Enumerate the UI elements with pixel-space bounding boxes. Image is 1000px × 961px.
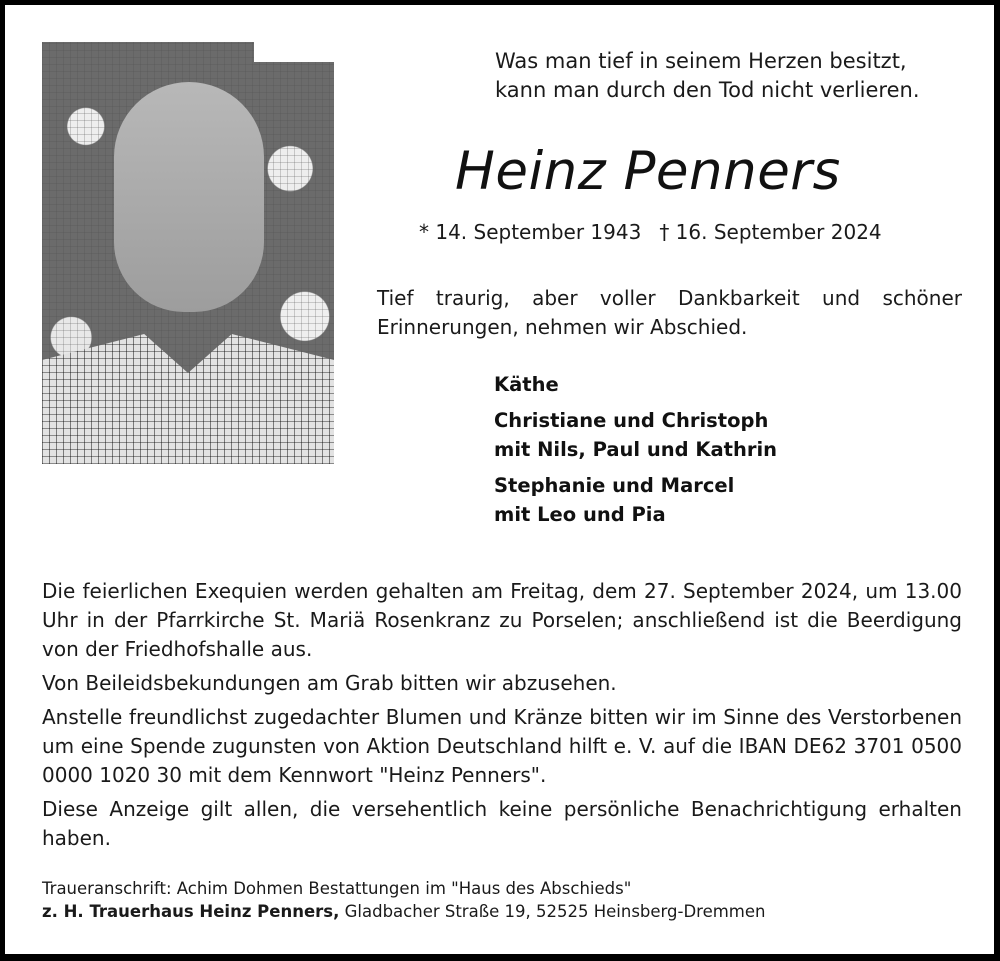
family-line: mit Leo und Pia <box>494 503 666 526</box>
quote-line-2: kann man durch den Tod nicht verlieren. <box>495 78 920 102</box>
address-line-1: Traueranschrift: Achim Dohmen Bestattungen im "Haus des Abschieds" <box>42 879 632 898</box>
memorial-quote <box>495 47 920 105</box>
birth-date: * 14. September 1943 <box>419 220 642 244</box>
death-date: † 16. September 2024 <box>659 220 882 244</box>
portrait-shirt <box>42 334 334 464</box>
family-group <box>494 370 777 399</box>
portrait-photo <box>42 42 334 464</box>
photo-corner-cut <box>254 42 334 62</box>
address-recipient: z. H. Trauerhaus Heinz Penners, <box>42 902 340 921</box>
life-dates <box>419 220 882 244</box>
donation-paragraph: Anstelle freundlichst zugedachter Blumen und Kränze bitten wir im Sinne des Verstorbenen um eine Spende zugunsten von Aktion Deutschland hilft e. V. auf die IBAN DE62 3701 0500 0000 1020 30 mit dem Kennwort "Heinz Penners". <box>42 705 962 787</box>
notice-paragraph: Diese Anzeige gilt allen, die versehentlich keine persönliche Benachrichtigung erhalten haben. <box>42 797 962 850</box>
funeral-details <box>42 577 962 858</box>
address-line-2 <box>42 900 766 923</box>
portrait-face <box>114 82 264 312</box>
quote-line-1: Was man tief in seinem Herzen besitzt, <box>495 49 907 73</box>
farewell-intro: Tief traurig, aber voller Dankbarkeit und schöner Erinnerungen, nehmen wir Abschied. <box>377 286 962 339</box>
condolence-paragraph: Von Beileidsbekundungen am Grab bitten wir abzusehen. <box>42 671 617 695</box>
family-line: Käthe <box>494 373 559 396</box>
family-line: Christiane und Christoph <box>494 409 769 432</box>
family-line: Stephanie und Marcel <box>494 474 735 497</box>
deceased-name: Heinz Penners <box>455 141 841 202</box>
family-list <box>494 370 777 536</box>
family-group <box>494 471 777 529</box>
family-group <box>494 406 777 464</box>
mourning-address <box>42 877 766 923</box>
family-line: mit Nils, Paul und Kathrin <box>494 438 778 461</box>
obituary-notice <box>5 5 994 954</box>
address-street: Gladbacher Straße 19, 52525 Heinsberg-Dremmen <box>339 902 766 921</box>
service-paragraph: Die feierlichen Exequien werden gehalten am Freitag, dem 27. September 2024, um 13.00 Uhr in der Pfarrkirche St. Mariä Rosenkranz zu Porselen; anschließend ist die Beerdigung von der Friedhofshalle aus. <box>42 579 962 661</box>
